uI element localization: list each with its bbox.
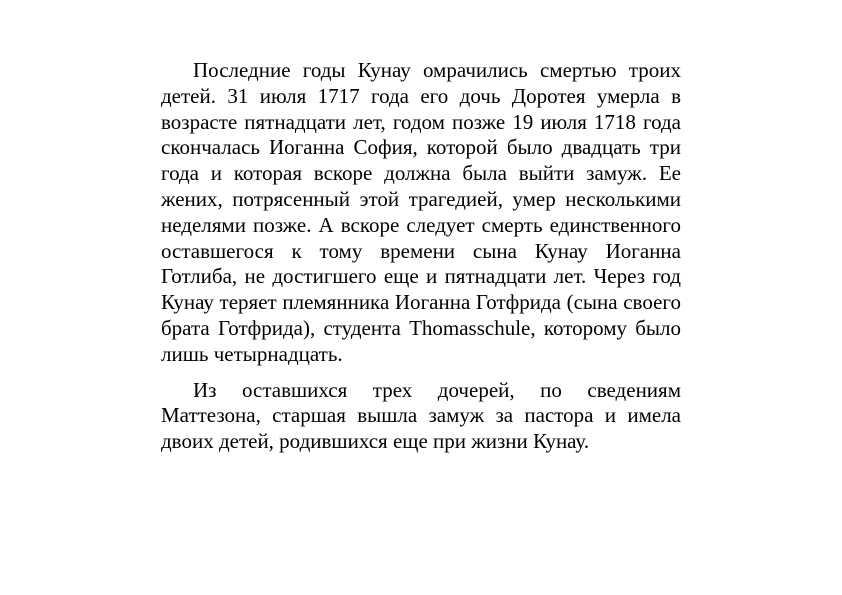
paragraph-1: Последние годы Кунау омрачились смертью троих детей. 31 июля 1717 года его дочь Доротея умерла в возрасте пятнадцати лет, годом позже 19 июля 1718 года скончалась Иоганна София, которой было двадцать три года и которая вскоре должна была выйти замуж. Ее жених, потрясенный этой трагедией, умер несколькими неделями позже. А вскоре следует смерть единственного оставшегося к тому времени сына Кунау Иоганна Готлиба, не достигшего еще и пятнадцати лет. Через год Кунау теряет племянника Иоганна Готфрида (сына своего брата Готфрида), студента Thomasschule, которому было лишь четырнадцать. [161,58,681,366]
text-body [161,58,681,455]
paragraph-2: Из оставшихся трех дочерей, по сведениям Маттезона, старшая вышла замуж за пастора и имела двоих детей, родившихся еще при жизни Кунау. [161,377,681,454]
